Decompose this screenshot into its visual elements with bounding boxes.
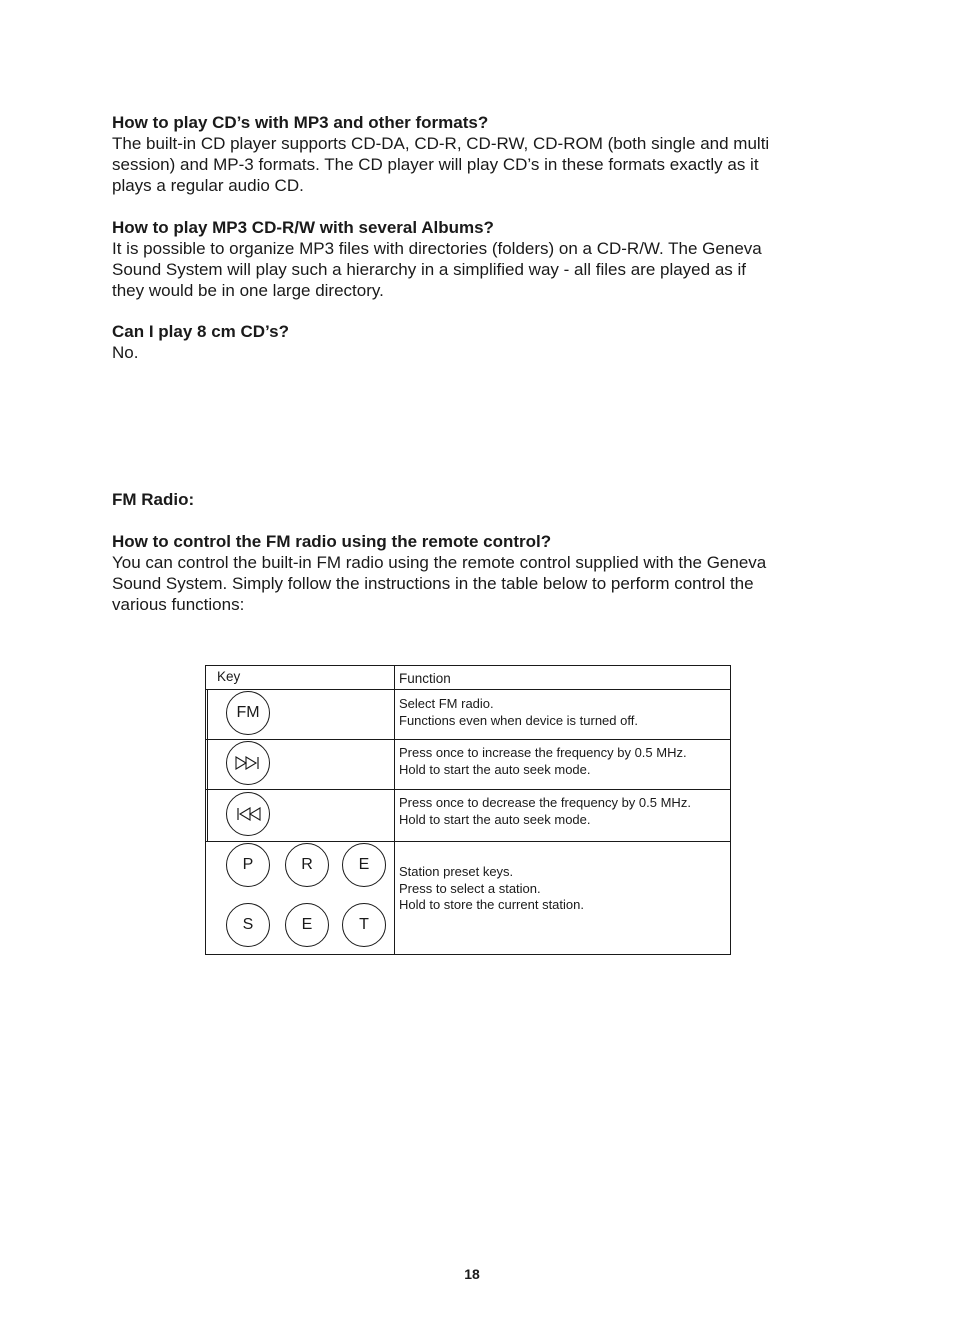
preset-button-s bbox=[226, 903, 270, 947]
faq-answer-line: You can control the built-in FM radio using the remote control supplied with the Geneva bbox=[112, 553, 767, 572]
preset-label: E bbox=[301, 916, 313, 933]
table-row-divider bbox=[205, 841, 731, 842]
function-line: Station preset keys. bbox=[399, 864, 514, 879]
table-border-top bbox=[205, 665, 731, 666]
table-border-left bbox=[205, 665, 206, 955]
preset-label: T bbox=[359, 916, 369, 933]
next-icon bbox=[235, 756, 261, 770]
preset-label: E bbox=[358, 856, 370, 873]
key-cell-edge bbox=[207, 689, 208, 841]
function-description bbox=[399, 696, 638, 729]
preset-button-e2 bbox=[285, 903, 329, 947]
table-header-divider bbox=[205, 689, 731, 690]
function-description bbox=[399, 864, 584, 914]
faq-question: Can I play 8 cm CD’s? bbox=[112, 322, 289, 341]
section-title: FM Radio: bbox=[112, 490, 195, 509]
function-line: Hold to store the current station. bbox=[399, 897, 584, 912]
faq-answer-line: Sound System will play such a hierarchy in a simplified way - all files are played as if bbox=[112, 260, 746, 279]
faq-question: How to play MP3 CD-R/W with several Albums? bbox=[112, 218, 494, 237]
function-line: Select FM radio. bbox=[399, 696, 494, 711]
table-column-divider bbox=[394, 665, 395, 955]
faq-question: How to play CD’s with MP3 and other formats? bbox=[112, 113, 489, 132]
function-description bbox=[399, 745, 687, 778]
faq-item bbox=[112, 112, 812, 196]
preset-button-t bbox=[342, 903, 386, 947]
preset-label: P bbox=[242, 856, 254, 873]
function-line: Hold to start the auto seek mode. bbox=[399, 761, 591, 777]
faq-answer-line: they would be in one large directory. bbox=[112, 281, 384, 300]
faq-answer-line: The built-in CD player supports CD-DA, CD-R, CD-RW, CD-ROM (both single and multi bbox=[112, 134, 770, 153]
faq-item bbox=[112, 217, 812, 301]
function-line: Hold to start the auto seek mode. bbox=[399, 811, 591, 827]
table-header-key: Key bbox=[217, 669, 241, 684]
preset-button-r bbox=[285, 843, 329, 887]
function-line: Press once to decrease the frequency by 0.5 MHz. bbox=[399, 795, 691, 810]
function-description bbox=[399, 795, 691, 828]
function-line: Functions even when device is turned off. bbox=[399, 712, 638, 728]
page-number: 18 bbox=[464, 1266, 480, 1282]
table-row-divider bbox=[205, 739, 731, 740]
previous-icon bbox=[235, 807, 261, 821]
faq-answer-line: No. bbox=[112, 343, 139, 362]
table-border-bottom bbox=[205, 954, 731, 955]
faq-answer-line: plays a regular audio CD. bbox=[112, 176, 304, 195]
preset-label: R bbox=[301, 856, 313, 873]
faq-question: How to control the FM radio using the remote control? bbox=[112, 532, 552, 551]
next-button bbox=[226, 741, 270, 785]
preset-button-p bbox=[226, 843, 270, 887]
previous-button bbox=[226, 792, 270, 836]
fm-controls-table bbox=[205, 665, 731, 955]
faq-answer-line: various functions: bbox=[112, 595, 245, 614]
faq-answer-line: session) and MP-3 formats. The CD player will play CD’s in these formats exactly as it bbox=[112, 155, 759, 174]
function-line: Press once to increase the frequency by 0.5 MHz. bbox=[399, 745, 687, 760]
faq-item bbox=[112, 531, 812, 615]
table-row-divider bbox=[205, 789, 731, 790]
faq-answer-line: It is possible to organize MP3 files with directories (folders) on a CD-R/W. The Geneva bbox=[112, 239, 762, 258]
faq-answer-line: Sound System. Simply follow the instructions in the table below to perform control the bbox=[112, 574, 754, 593]
fm-button-label: FM bbox=[236, 704, 260, 721]
fm-button bbox=[226, 691, 270, 735]
table-header-function: Function bbox=[399, 671, 451, 686]
faq-item bbox=[112, 321, 812, 363]
preset-button-e bbox=[342, 843, 386, 887]
table-border-right bbox=[730, 665, 731, 955]
function-line: Press to select a station. bbox=[399, 880, 541, 896]
preset-label: S bbox=[242, 916, 254, 933]
